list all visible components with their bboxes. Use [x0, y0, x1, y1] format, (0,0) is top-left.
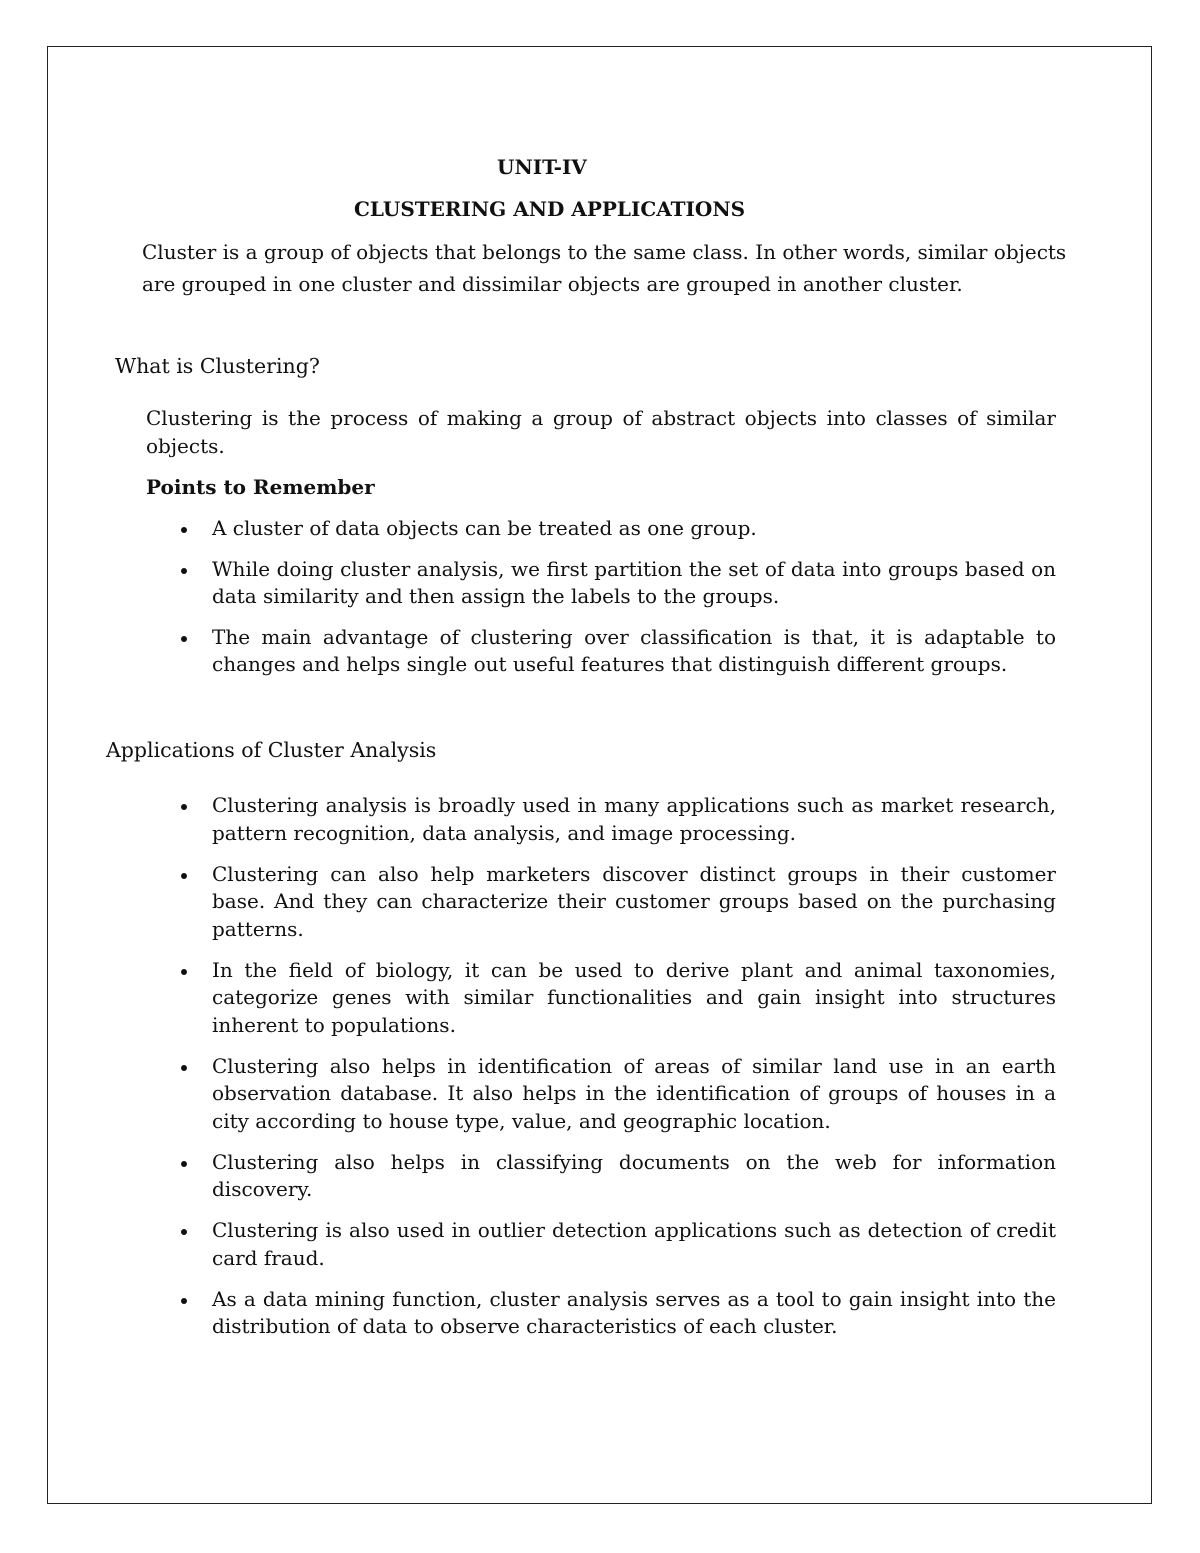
- bullet-icon: [181, 636, 187, 642]
- list-item-text: Clustering is also used in outlier detection applications such as detection of credit card fraud.: [212, 1218, 1056, 1270]
- list-item: [176, 515, 1056, 543]
- points-list: [176, 515, 1056, 692]
- bullet-icon: [181, 1229, 187, 1235]
- document-title: CLUSTERING AND APPLICATIONS: [354, 197, 746, 221]
- bullet-icon: [181, 969, 187, 975]
- list-item-text: The main advantage of clustering over classification is that, it is adaptable to changes and helps single out useful features that distinguish different groups.: [212, 624, 1056, 676]
- bullet-icon: [181, 873, 187, 879]
- clustering-definition: Clustering is the process of making a group of abstract objects into classes of similar objects.: [146, 406, 1056, 458]
- applications-list: [176, 792, 1056, 1354]
- list-item: [176, 556, 1056, 611]
- what-is-clustering-heading: What is Clustering?: [115, 354, 320, 378]
- list-item: [176, 792, 1056, 847]
- list-item: [176, 1053, 1056, 1136]
- list-item: [176, 957, 1056, 1040]
- bullet-icon: [181, 527, 187, 533]
- applications-heading: Applications of Cluster Analysis: [106, 738, 437, 762]
- bullet-icon: [181, 1065, 187, 1071]
- bullet-icon: [181, 1298, 187, 1304]
- bullet-icon: [181, 804, 187, 810]
- list-item-text: Clustering also helps in classifying documents on the web for information discovery.: [212, 1149, 1056, 1201]
- points-to-remember-heading: Points to Remember: [146, 475, 375, 499]
- intro-paragraph: Cluster is a group of objects that belongs to the same class. In other words, similar objects are grouped in one cluster and dissimilar objects are grouped in another cluster.: [142, 240, 1067, 296]
- list-item-text: A cluster of data objects can be treated as one group.: [212, 516, 757, 540]
- list-item-text: While doing cluster analysis, we first partition the set of data into groups based on data similarity and then assign the labels to the groups.: [212, 556, 1056, 608]
- list-item: [176, 1217, 1056, 1272]
- list-item-text: In the field of biology, it can be used to derive plant and animal taxonomies, categorize genes with similar functionalities and gain insight into structures inherent to populations.: [212, 957, 1056, 1037]
- unit-title: UNIT-IV: [497, 155, 587, 179]
- list-item-text: As a data mining function, cluster analysis serves as a tool to gain insight into the distribution of data to observe characteristics of each cluster.: [212, 1286, 1056, 1338]
- list-item: [176, 861, 1056, 944]
- list-item-text: Clustering can also help marketers discover distinct groups in their customer base. And they can characterize their customer groups based on the purchasing patterns.: [212, 861, 1056, 941]
- bullet-icon: [181, 568, 187, 574]
- list-item: [176, 1149, 1056, 1204]
- bullet-icon: [181, 1161, 187, 1167]
- list-item: [176, 624, 1056, 679]
- list-item-text: Clustering analysis is broadly used in many applications such as market research, pattern recognition, data analysis, and image processing.: [212, 793, 1056, 845]
- list-item-text: Clustering also helps in identification of areas of similar land use in an earth observation database. It also helps in the identification of groups of houses in a city according to house type, value, and geographic location.: [212, 1053, 1056, 1133]
- list-item: [176, 1286, 1056, 1341]
